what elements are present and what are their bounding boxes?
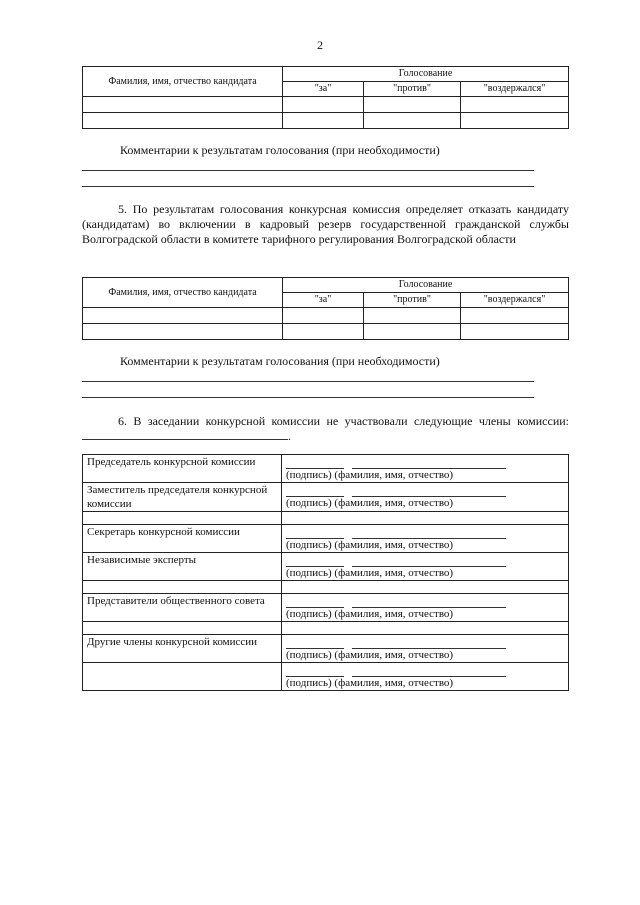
- col-against-header: "против": [364, 293, 461, 308]
- col-name-header: Фамилия, имя, отчество кандидата: [83, 278, 283, 308]
- comments-label-2: Комментарии к результатам голосования (при необходимости): [120, 354, 440, 368]
- col-against-header: "против": [364, 82, 461, 97]
- signature-caption: (подпись) (фамилия, имя, отчество): [286, 608, 454, 620]
- table-row: [83, 512, 569, 525]
- signature-caption: (подпись) (фамилия, имя, отчество): [286, 677, 454, 689]
- col-abstain-header: "воздержался": [461, 82, 569, 97]
- page-number: 2: [317, 38, 323, 52]
- comment-line: [82, 186, 534, 187]
- signature-cell: [282, 663, 569, 691]
- signature-lines: [286, 483, 564, 497]
- vote-table-1: [82, 66, 569, 129]
- table-row: [83, 324, 569, 340]
- signature-cell: [282, 553, 569, 581]
- signature-lines: [286, 635, 564, 649]
- section-5-paragraph: 5. По результатам голосования конкурсная комиссия определяет отказать кандидату (кандидатам) во включении в кадровый резерв государственной гражданской службы Волгоградской области в комитете тарифного регулирования Волгоградской области: [82, 202, 569, 246]
- table-row: [83, 97, 569, 113]
- comment-line: [82, 381, 534, 382]
- section-6-paragraph: [82, 414, 569, 444]
- role-deputy: Заместитель председателя конкурсной комиссии: [83, 483, 282, 512]
- comment-line: [82, 397, 534, 398]
- table-row: [83, 581, 569, 594]
- signature-lines: [286, 553, 564, 567]
- table-row: [83, 622, 569, 635]
- signature-table: [82, 454, 569, 691]
- signature-cell: [282, 525, 569, 553]
- role-chairman: Председатель конкурсной комиссии: [83, 455, 282, 483]
- comments-label-1: Комментарии к результатам голосования (при необходимости): [120, 143, 440, 157]
- signature-lines: [286, 594, 564, 608]
- col-for-header: "за": [283, 82, 364, 97]
- col-vote-header: Голосование: [283, 67, 569, 82]
- role-experts: Независимые эксперты: [83, 553, 282, 581]
- vote-table-2: [82, 277, 569, 340]
- signature-lines: [286, 525, 564, 539]
- role-secretary: Секретарь конкурсной комиссии: [83, 525, 282, 553]
- role-other: Другие члены конкурсной комиссии: [83, 635, 282, 663]
- signature-caption: (подпись) (фамилия, имя, отчество): [286, 497, 454, 509]
- signature-lines: [286, 663, 564, 677]
- signature-lines: [286, 455, 564, 469]
- table-row: [83, 308, 569, 324]
- col-for-header: "за": [283, 293, 364, 308]
- signature-cell: [282, 483, 569, 512]
- col-name-header: Фамилия, имя, отчество кандидата: [83, 67, 283, 97]
- col-vote-header: Голосование: [283, 278, 569, 293]
- section-6-text: 6. В заседании конкурсной комиссии не участвовали следующие члены комиссии:: [118, 414, 569, 428]
- signature-cell: [282, 594, 569, 622]
- signature-caption: (подпись) (фамилия, имя, отчество): [286, 649, 454, 661]
- section-6-end: .: [288, 429, 291, 443]
- comment-line: [82, 170, 534, 171]
- signature-caption: (подпись) (фамилия, имя, отчество): [286, 567, 454, 579]
- role-public-council: Представители общественного совета: [83, 594, 282, 622]
- absent-members-line: [82, 429, 288, 440]
- signature-caption: (подпись) (фамилия, имя, отчество): [286, 469, 454, 481]
- signature-caption: (подпись) (фамилия, имя, отчество): [286, 539, 454, 551]
- role-extra-empty: [83, 663, 282, 691]
- signature-cell: [282, 455, 569, 483]
- signature-cell: [282, 635, 569, 663]
- col-abstain-header: "воздержался": [461, 293, 569, 308]
- table-row: [83, 113, 569, 129]
